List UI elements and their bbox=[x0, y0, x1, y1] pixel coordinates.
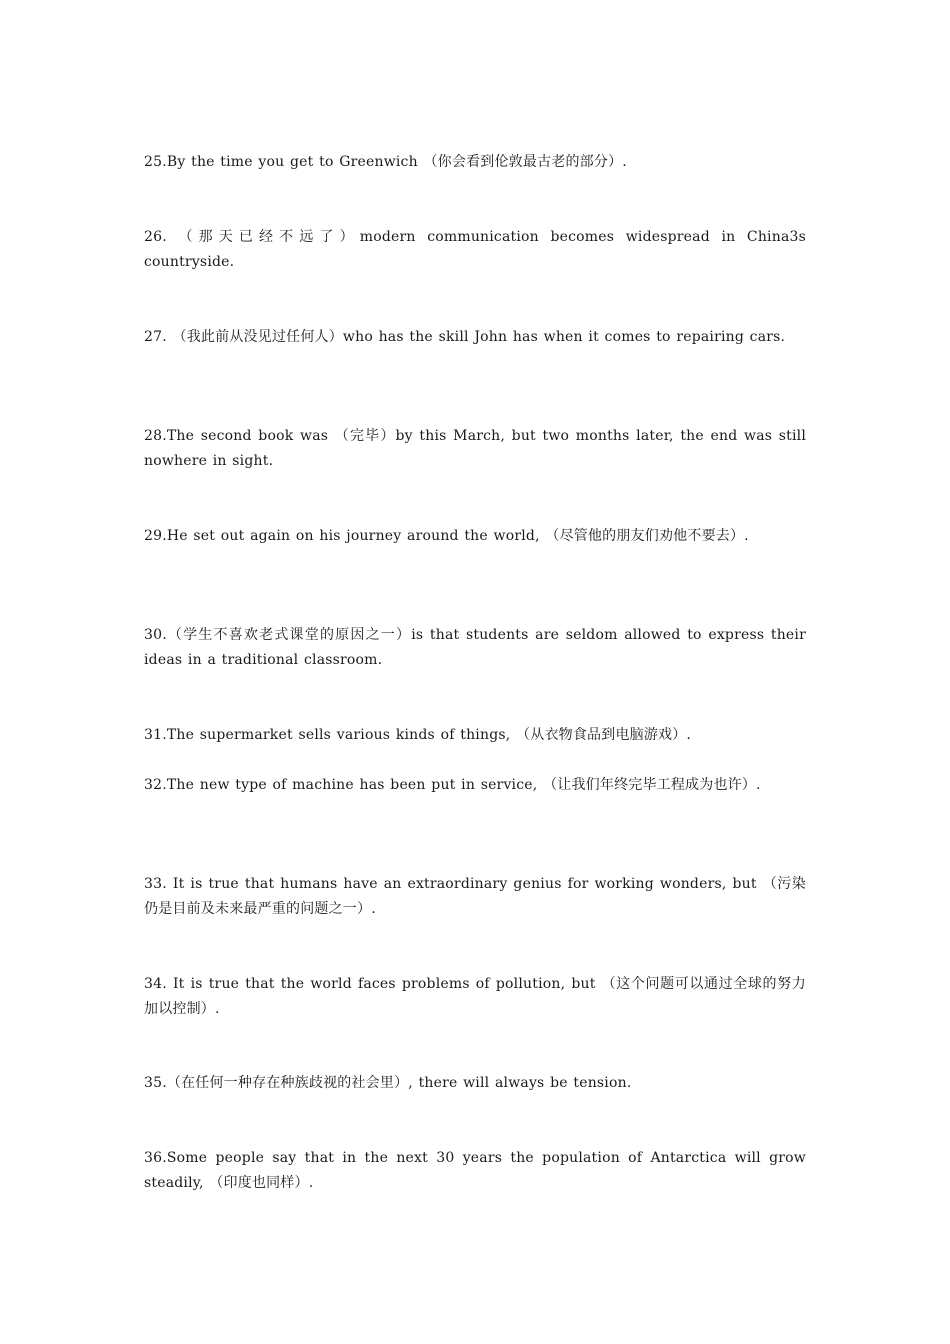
question-27: 27. （我此前从没见过任何人）who has the skill John has when it comes to repairing cars. bbox=[144, 329, 786, 345]
question-28: 28.The second book was （完毕）by this March, but two months later, the end was still nowhere in sight. bbox=[144, 428, 806, 469]
question-25: 25.By the time you get to Greenwich （你会看到伦敦最古老的部分）. bbox=[144, 154, 627, 170]
question-30: 30.（学生不喜欢老式课堂的原因之一）is that students are seldom allowed to express their ideas in a traditional classroom. bbox=[144, 627, 806, 668]
question-31: 31.The supermarket sells various kinds of things, （从衣物食品到电脑游戏）. bbox=[144, 727, 692, 743]
question-34: 34. It is true that the world faces problems of pollution, but （这个问题可以通过全球的努力加以控制）. bbox=[144, 976, 806, 1017]
question-35: 35.（在任何一种存在种族歧视的社会里）, there will always be tension. bbox=[144, 1075, 632, 1091]
question-26: 26. （那天已经不远了）modern communication becomes widespread in China3s countryside. bbox=[144, 229, 806, 270]
question-36: 36.Some people say that in the next 30 years the population of Antarctica will grow steadily, （印度也同样）. bbox=[144, 1150, 806, 1191]
question-32: 32.The new type of machine has been put in service, （让我们年终完毕工程成为也许）. bbox=[144, 777, 761, 793]
question-29: 29.He set out again on his journey around the world, （尽管他的朋友们劝他不要去）. bbox=[144, 528, 749, 544]
question-33: 33. It is true that humans have an extraordinary genius for working wonders, but （污染仍是目前及未来最严重的问题之一）. bbox=[144, 876, 806, 917]
